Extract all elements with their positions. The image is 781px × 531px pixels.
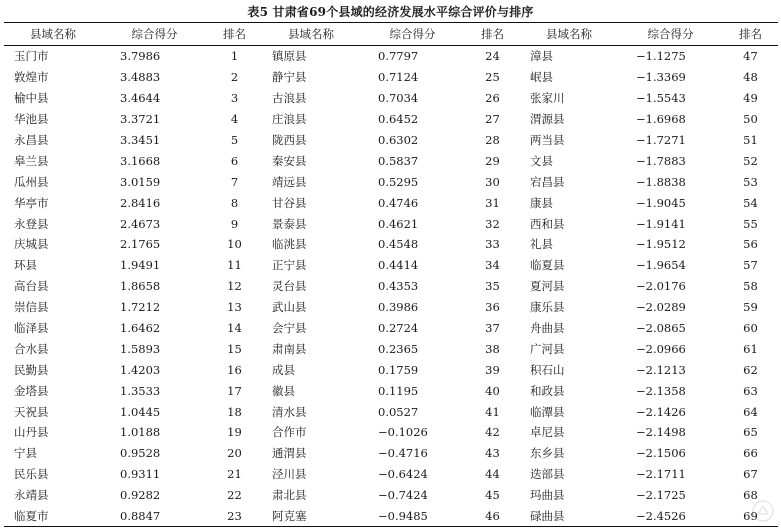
rank-cell: 54 bbox=[743, 195, 758, 210]
county-name-cell: 会宁县 bbox=[272, 321, 307, 336]
rank-cell: 64 bbox=[743, 404, 758, 419]
rank-cell: 55 bbox=[743, 216, 758, 231]
county-name-cell: 卓尼县 bbox=[530, 425, 565, 440]
rank-cell: 37 bbox=[485, 321, 500, 336]
score-cell: 3.7986 bbox=[120, 49, 161, 64]
table-row bbox=[4, 318, 778, 339]
rank-cell: 4 bbox=[230, 112, 239, 127]
county-name-cell: 山丹县 bbox=[14, 425, 49, 440]
county-name-cell: 舟曲县 bbox=[530, 321, 565, 336]
rank-cell: 12 bbox=[227, 279, 242, 294]
county-name-cell: 漳县 bbox=[530, 49, 553, 64]
score-cell: 0.7797 bbox=[378, 49, 419, 64]
score-cell: 0.4548 bbox=[378, 237, 419, 252]
score-cell: −0.4716 bbox=[378, 446, 428, 461]
table-row bbox=[4, 359, 778, 380]
score-cell: 0.9282 bbox=[120, 488, 161, 503]
rank-cell: 13 bbox=[227, 300, 242, 315]
score-cell: −1.7271 bbox=[636, 133, 686, 147]
county-name-cell: 通渭县 bbox=[272, 446, 307, 461]
rank-cell: 62 bbox=[743, 362, 758, 377]
score-cell: 1.0188 bbox=[120, 425, 161, 440]
county-name-cell: 陇西县 bbox=[272, 133, 307, 147]
header-score: 综合得分 bbox=[389, 27, 436, 41]
county-name-cell: 渭源县 bbox=[530, 112, 565, 127]
county-name-cell: 临洮县 bbox=[272, 237, 307, 252]
rank-cell: 53 bbox=[743, 174, 758, 189]
county-name-cell: 合作市 bbox=[272, 425, 307, 440]
county-name-cell: 华亭市 bbox=[14, 195, 49, 210]
watermark-logo-icon bbox=[751, 499, 775, 523]
rank-cell: 31 bbox=[485, 195, 500, 210]
rank-cell: 63 bbox=[743, 383, 758, 398]
score-cell: 0.4746 bbox=[378, 195, 419, 210]
rank-cell: 9 bbox=[230, 216, 239, 231]
rank-cell: 46 bbox=[485, 509, 500, 524]
score-cell: 0.6452 bbox=[378, 112, 419, 127]
county-name-cell: 玉门市 bbox=[14, 49, 49, 64]
rank-cell: 10 bbox=[227, 237, 242, 252]
county-name-cell: 金塔县 bbox=[14, 383, 49, 398]
rank-cell: 40 bbox=[485, 383, 500, 398]
county-name-cell: 合水县 bbox=[14, 341, 49, 356]
rank-cell: 67 bbox=[743, 467, 758, 482]
table-row bbox=[4, 130, 778, 151]
county-name-cell: 康县 bbox=[530, 195, 553, 210]
rank-cell: 44 bbox=[485, 467, 500, 482]
score-cell: −0.6424 bbox=[378, 467, 428, 482]
table-row bbox=[4, 234, 778, 255]
score-cell: −1.5543 bbox=[636, 91, 686, 106]
score-cell: −2.1711 bbox=[636, 467, 686, 482]
header-county-name: 县域名称 bbox=[288, 27, 334, 41]
county-name-cell: 岷县 bbox=[530, 70, 553, 85]
county-name-cell: 静宁县 bbox=[272, 70, 307, 85]
rank-cell: 30 bbox=[485, 174, 500, 189]
header-rank: 排名 bbox=[739, 27, 762, 41]
score-cell: 2.8416 bbox=[120, 195, 161, 210]
rank-cell: 38 bbox=[485, 341, 500, 356]
rank-cell: 20 bbox=[227, 446, 242, 461]
rank-cell: 50 bbox=[743, 112, 758, 127]
rank-cell: 19 bbox=[227, 425, 242, 440]
score-cell: −1.9654 bbox=[636, 258, 686, 273]
county-name-cell: 礼县 bbox=[530, 237, 553, 252]
rank-cell: 56 bbox=[743, 237, 758, 252]
table-row bbox=[4, 109, 778, 130]
county-name-cell: 夏河县 bbox=[530, 279, 565, 294]
county-name-cell: 东乡县 bbox=[530, 446, 565, 461]
rank-cell: 35 bbox=[485, 279, 500, 294]
county-name-cell: 正宁县 bbox=[272, 258, 307, 273]
score-cell: −1.1275 bbox=[636, 49, 686, 64]
county-name-cell: 肃北县 bbox=[272, 488, 307, 503]
table-row bbox=[4, 297, 778, 318]
rank-cell: 43 bbox=[485, 446, 500, 461]
table-row bbox=[4, 338, 778, 359]
table-row bbox=[4, 401, 778, 422]
score-cell: −2.0865 bbox=[636, 321, 686, 336]
rank-cell: 58 bbox=[743, 279, 758, 294]
rank-cell: 18 bbox=[227, 404, 242, 419]
score-cell: 2.4673 bbox=[120, 216, 161, 231]
table-row bbox=[4, 464, 778, 485]
score-cell: 1.7212 bbox=[120, 300, 161, 315]
rank-cell: 60 bbox=[743, 321, 758, 336]
rank-cell: 52 bbox=[743, 153, 758, 168]
table-caption: 表5 甘肃省69个县域的经济发展水平综合评价与排序 bbox=[247, 5, 534, 19]
rank-cell: 15 bbox=[227, 341, 242, 356]
county-name-cell: 瓜州县 bbox=[14, 174, 49, 189]
score-cell: −1.7883 bbox=[636, 153, 686, 168]
table-row bbox=[4, 276, 778, 297]
county-name-cell: 和政县 bbox=[530, 383, 565, 398]
county-name-cell: 榆中县 bbox=[14, 91, 49, 106]
county-name-cell: 康乐县 bbox=[530, 300, 565, 315]
table-row bbox=[4, 506, 778, 527]
rank-cell: 28 bbox=[485, 133, 500, 147]
score-cell: 1.8658 bbox=[120, 279, 161, 294]
county-name-cell: 灵台县 bbox=[272, 279, 307, 294]
table-row bbox=[4, 213, 778, 234]
rank-cell: 41 bbox=[485, 404, 500, 419]
rank-cell: 3 bbox=[230, 91, 239, 106]
county-name-cell: 临夏市 bbox=[14, 509, 49, 524]
county-name-cell: 宁县 bbox=[14, 446, 37, 461]
county-name-cell: 民乐县 bbox=[14, 467, 49, 482]
county-name-cell: 高台县 bbox=[14, 279, 49, 294]
table-row bbox=[4, 380, 778, 401]
rank-cell: 24 bbox=[485, 49, 500, 64]
score-cell: 0.4414 bbox=[378, 258, 419, 273]
rank-cell: 14 bbox=[227, 321, 242, 336]
header-score: 综合得分 bbox=[647, 27, 694, 41]
score-cell: −2.1213 bbox=[636, 362, 686, 377]
rank-cell: 59 bbox=[743, 300, 758, 315]
county-name-cell: 两当县 bbox=[530, 133, 565, 147]
score-cell: 0.2724 bbox=[378, 321, 419, 336]
county-name-cell: 宕昌县 bbox=[530, 174, 565, 189]
header-county-name: 县域名称 bbox=[546, 27, 592, 41]
table-row bbox=[4, 443, 778, 464]
rank-cell: 25 bbox=[485, 70, 500, 85]
rank-cell: 39 bbox=[485, 362, 500, 377]
rank-cell: 16 bbox=[227, 362, 242, 377]
county-name-cell: 靖远县 bbox=[272, 174, 307, 189]
county-name-cell: 文县 bbox=[530, 153, 553, 168]
score-cell: −2.1506 bbox=[636, 446, 686, 461]
rank-cell: 36 bbox=[485, 300, 500, 315]
rank-cell: 26 bbox=[485, 91, 500, 106]
county-name-cell: 阿克塞 bbox=[272, 509, 307, 524]
score-cell: 0.5295 bbox=[378, 174, 419, 189]
score-cell: −2.1358 bbox=[636, 383, 686, 398]
rank-cell: 27 bbox=[485, 112, 500, 127]
score-cell: −0.7424 bbox=[378, 488, 428, 503]
rank-cell: 21 bbox=[227, 467, 242, 482]
score-cell: 1.3533 bbox=[120, 383, 161, 398]
score-cell: −1.6968 bbox=[636, 112, 686, 127]
score-cell: 3.4883 bbox=[120, 70, 161, 85]
rank-cell: 11 bbox=[227, 258, 242, 273]
rank-cell: 57 bbox=[743, 258, 758, 273]
county-name-cell: 积石山 bbox=[530, 362, 565, 377]
score-cell: 1.6462 bbox=[120, 321, 161, 336]
score-cell: −1.9045 bbox=[636, 195, 686, 210]
county-name-cell: 皋兰县 bbox=[14, 153, 49, 168]
table-row bbox=[4, 255, 778, 276]
score-cell: 3.4644 bbox=[120, 91, 161, 106]
table-row bbox=[4, 67, 778, 88]
county-name-cell: 永昌县 bbox=[14, 133, 49, 147]
score-cell: 0.4621 bbox=[378, 216, 419, 231]
score-cell: −2.4526 bbox=[636, 509, 686, 524]
score-cell: −1.3369 bbox=[636, 70, 686, 85]
table-row bbox=[4, 485, 778, 506]
rank-cell: 48 bbox=[743, 70, 758, 85]
county-name-cell: 临泽县 bbox=[14, 321, 49, 336]
county-name-cell: 徽县 bbox=[272, 383, 295, 398]
rank-cell: 34 bbox=[485, 258, 500, 273]
score-cell: 0.9311 bbox=[120, 467, 161, 482]
score-cell: 3.1668 bbox=[120, 153, 161, 168]
score-cell: 0.1759 bbox=[378, 362, 419, 377]
score-cell: 0.9528 bbox=[120, 446, 161, 461]
rank-cell: 8 bbox=[230, 195, 239, 210]
rank-cell: 32 bbox=[485, 216, 500, 231]
county-name-cell: 崇信县 bbox=[14, 300, 49, 315]
rank-cell: 17 bbox=[227, 383, 242, 398]
county-name-cell: 清水县 bbox=[272, 404, 307, 419]
score-cell: 3.3451 bbox=[120, 133, 161, 147]
county-name-cell: 永登县 bbox=[14, 216, 49, 231]
score-cell: 0.6302 bbox=[378, 133, 419, 147]
rank-cell: 49 bbox=[743, 91, 758, 106]
rank-cell: 45 bbox=[485, 488, 500, 503]
county-name-cell: 秦安县 bbox=[272, 153, 307, 168]
score-cell: −1.9141 bbox=[636, 216, 686, 231]
header-score: 综合得分 bbox=[131, 27, 178, 41]
county-ranking-table bbox=[4, 22, 778, 527]
score-cell: 1.0445 bbox=[120, 404, 161, 419]
county-name-cell: 泾川县 bbox=[272, 467, 307, 482]
score-cell: 0.3986 bbox=[378, 300, 419, 315]
county-name-cell: 环县 bbox=[14, 258, 37, 273]
score-cell: 0.0527 bbox=[378, 404, 419, 419]
county-name-cell: 肃南县 bbox=[272, 341, 307, 356]
rank-cell: 33 bbox=[485, 237, 500, 252]
table-row bbox=[4, 46, 778, 67]
county-name-cell: 西和县 bbox=[530, 216, 565, 231]
score-cell: 1.4203 bbox=[120, 362, 161, 377]
rank-cell: 2 bbox=[230, 70, 239, 85]
score-cell: −1.9512 bbox=[636, 237, 686, 252]
county-name-cell: 庄浪县 bbox=[272, 112, 307, 127]
rank-cell: 22 bbox=[227, 488, 242, 503]
score-cell: 0.2365 bbox=[378, 341, 419, 356]
score-cell: −2.0176 bbox=[636, 279, 686, 294]
county-name-cell: 张家川 bbox=[530, 91, 565, 106]
county-name-cell: 甘谷县 bbox=[272, 195, 307, 210]
score-cell: −2.0966 bbox=[636, 341, 686, 356]
score-cell: 0.8847 bbox=[120, 509, 161, 524]
rank-cell: 29 bbox=[485, 153, 500, 168]
score-cell: −2.1725 bbox=[636, 488, 686, 503]
score-cell: 3.0159 bbox=[120, 174, 161, 189]
score-cell: 0.5837 bbox=[378, 153, 419, 168]
county-name-cell: 临夏县 bbox=[530, 258, 565, 273]
table-row bbox=[4, 192, 778, 213]
rank-cell: 68 bbox=[743, 488, 758, 503]
rank-cell: 1 bbox=[230, 49, 239, 64]
score-cell: −0.1026 bbox=[378, 425, 428, 440]
county-name-cell: 广河县 bbox=[530, 341, 565, 356]
rank-cell: 6 bbox=[230, 153, 239, 168]
rank-cell: 42 bbox=[485, 425, 500, 440]
header-rank: 排名 bbox=[481, 27, 504, 41]
county-name-cell: 碌曲县 bbox=[530, 509, 565, 524]
county-name-cell: 民勤县 bbox=[14, 362, 49, 377]
score-cell: −2.1426 bbox=[636, 404, 686, 419]
score-cell: 1.9491 bbox=[120, 258, 161, 273]
score-cell: 3.3721 bbox=[120, 112, 161, 127]
score-cell: 1.5893 bbox=[120, 341, 161, 356]
header-county-name: 县域名称 bbox=[30, 27, 76, 41]
rank-cell: 65 bbox=[743, 425, 758, 440]
county-name-cell: 敦煌市 bbox=[14, 70, 49, 85]
county-name-cell: 天祝县 bbox=[14, 404, 49, 419]
county-name-cell: 迭部县 bbox=[530, 467, 565, 482]
score-cell: −1.8838 bbox=[636, 174, 686, 189]
rank-cell: 66 bbox=[743, 446, 758, 461]
county-name-cell: 武山县 bbox=[272, 300, 307, 315]
rank-cell: 5 bbox=[230, 133, 239, 147]
rank-cell: 7 bbox=[230, 174, 239, 189]
rank-cell: 23 bbox=[227, 509, 242, 524]
score-cell: −0.9485 bbox=[378, 509, 428, 524]
rank-cell: 51 bbox=[743, 133, 758, 147]
table-body bbox=[4, 46, 778, 527]
score-cell: 0.7034 bbox=[378, 91, 419, 106]
table-row bbox=[4, 422, 778, 443]
header-rank: 排名 bbox=[223, 27, 246, 41]
county-name-cell: 古浪县 bbox=[272, 91, 307, 106]
county-name-cell: 庆城县 bbox=[14, 237, 49, 252]
county-name-cell: 玛曲县 bbox=[530, 488, 565, 503]
county-name-cell: 成县 bbox=[272, 362, 295, 377]
score-cell: 0.4353 bbox=[378, 279, 419, 294]
score-cell: −2.1498 bbox=[636, 425, 686, 440]
score-cell: 0.1195 bbox=[378, 383, 419, 398]
county-name-cell: 临潭县 bbox=[530, 404, 565, 419]
score-cell: 2.1765 bbox=[120, 237, 161, 252]
table-row bbox=[4, 150, 778, 171]
county-name-cell: 景泰县 bbox=[272, 216, 307, 231]
rank-cell: 47 bbox=[743, 49, 758, 64]
county-name-cell: 华池县 bbox=[14, 112, 49, 127]
rank-cell: 69 bbox=[743, 509, 758, 524]
table-header-row bbox=[4, 23, 778, 46]
rank-cell: 61 bbox=[743, 341, 758, 356]
score-cell: 0.7124 bbox=[378, 70, 419, 85]
score-cell: −2.0289 bbox=[636, 300, 686, 315]
table-row bbox=[4, 88, 778, 109]
table-row bbox=[4, 171, 778, 192]
county-name-cell: 镇原县 bbox=[272, 49, 307, 64]
county-name-cell: 永靖县 bbox=[14, 488, 49, 503]
